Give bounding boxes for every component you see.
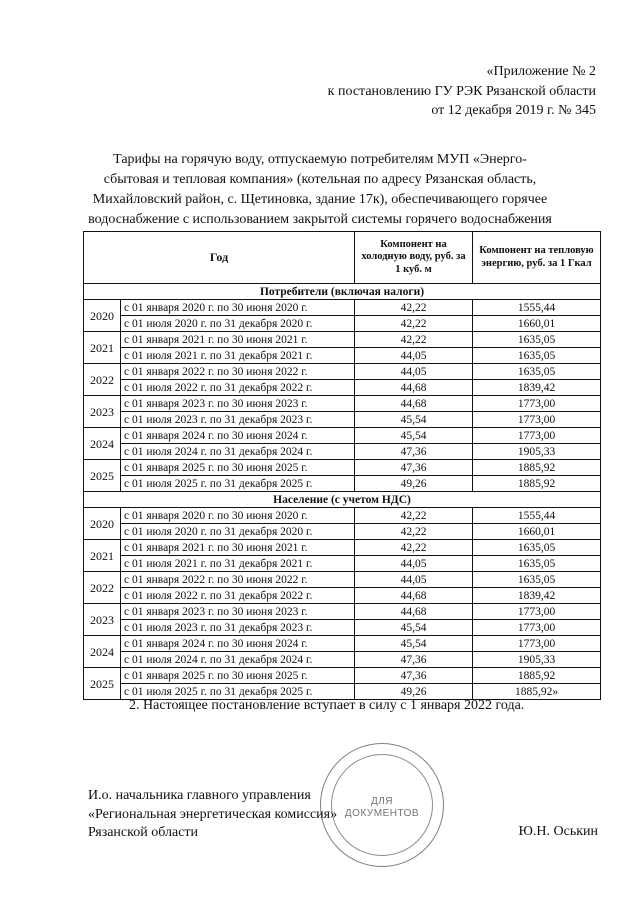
heat-energy-value: 1885,92: [473, 668, 601, 684]
heat-energy-value: 1905,33: [473, 652, 601, 668]
cold-water-value: 44,05: [355, 348, 473, 364]
stamp-text: ДЛЯ ДОКУМЕНТОВ: [344, 796, 420, 819]
cold-water-value: 42,22: [355, 540, 473, 556]
cold-water-value: 44,68: [355, 396, 473, 412]
period-cell: с 01 июля 2023 г. по 31 декабря 2023 г.: [121, 620, 355, 636]
period-cell: с 01 июля 2020 г. по 31 декабря 2020 г.: [121, 316, 355, 332]
section-header-row: [84, 284, 601, 300]
title-line: Михайловский район, с. Щетиновка, здание 17к), обеспечивающего горячее: [92, 192, 548, 207]
appendix-number: «Приложение № 2: [486, 64, 596, 79]
table-header-row: [84, 232, 601, 284]
appendix-date: от 12 декабря 2019 г. № 345: [431, 103, 596, 118]
cold-water-value: 44,05: [355, 572, 473, 588]
table-row: [84, 428, 601, 444]
cold-water-value: 47,36: [355, 444, 473, 460]
heat-energy-value: 1660,01: [473, 524, 601, 540]
heat-energy-value: 1635,05: [473, 540, 601, 556]
heat-energy-value: 1635,05: [473, 364, 601, 380]
section-label: Население (с учетом НДС): [84, 492, 601, 508]
table-row: [84, 364, 601, 380]
year-cell: 2024: [84, 428, 121, 460]
period-cell: с 01 января 2024 г. по 30 июня 2024 г.: [121, 636, 355, 652]
period-cell: с 01 января 2025 г. по 30 июня 2025 г.: [121, 460, 355, 476]
table-row: [84, 348, 601, 364]
heat-energy-value: 1635,05: [473, 348, 601, 364]
year-cell: 2021: [84, 540, 121, 572]
period-cell: с 01 января 2021 г. по 30 июня 2021 г.: [121, 540, 355, 556]
heat-energy-value: 1555,44: [473, 300, 601, 316]
cold-water-value: 49,26: [355, 476, 473, 492]
period-cell: с 01 июля 2021 г. по 31 декабря 2021 г.: [121, 556, 355, 572]
period-cell: с 01 января 2020 г. по 30 июня 2020 г.: [121, 300, 355, 316]
table-row: [84, 620, 601, 636]
year-column-header: Год: [84, 232, 355, 284]
period-cell: с 01 января 2023 г. по 30 июня 2023 г.: [121, 396, 355, 412]
period-cell: с 01 июля 2020 г. по 31 декабря 2020 г.: [121, 524, 355, 540]
cold-water-value: 44,68: [355, 380, 473, 396]
heat-energy-value: 1773,00: [473, 604, 601, 620]
table-row: [84, 524, 601, 540]
heat-energy-value: 1773,00: [473, 396, 601, 412]
year-cell: 2022: [84, 364, 121, 396]
table-row: [84, 556, 601, 572]
table-row: [84, 316, 601, 332]
period-cell: с 01 января 2024 г. по 30 июня 2024 г.: [121, 428, 355, 444]
year-cell: 2021: [84, 332, 121, 364]
table-row: [84, 588, 601, 604]
period-cell: с 01 июля 2021 г. по 31 декабря 2021 г.: [121, 348, 355, 364]
heat-energy-value: 1885,92: [473, 476, 601, 492]
title-line: Тарифы на горячую воду, отпускаемую потребителям МУП «Энерго-: [113, 152, 527, 167]
cold-water-value: 44,68: [355, 604, 473, 620]
heat-energy-value: 1555,44: [473, 508, 601, 524]
heat-energy-value: 1773,00: [473, 412, 601, 428]
signatory-region: Рязанской области: [88, 825, 199, 840]
year-cell: 2023: [84, 604, 121, 636]
table-row: [84, 540, 601, 556]
cold-water-value: 45,54: [355, 620, 473, 636]
table-row: [84, 332, 601, 348]
heat-energy-value: 1660,01: [473, 316, 601, 332]
heat-energy-value: 1905,33: [473, 444, 601, 460]
cold-water-value: 49,26: [355, 684, 473, 700]
document-title: [40, 150, 600, 230]
cold-water-value: 42,22: [355, 508, 473, 524]
cold-water-value: 47,36: [355, 460, 473, 476]
cold-water-column-header: Компонент на холодную воду, руб. за 1 куб. м: [355, 232, 473, 284]
period-cell: с 01 января 2021 г. по 30 июня 2021 г.: [121, 332, 355, 348]
table-row: [84, 636, 601, 652]
period-cell: с 01 января 2025 г. по 30 июня 2025 г.: [121, 668, 355, 684]
table-row: [84, 460, 601, 476]
cold-water-value: 45,54: [355, 428, 473, 444]
title-line: водоснабжение с использованием закрытой системы горячего водоснабжения: [88, 212, 552, 227]
period-cell: с 01 января 2023 г. по 30 июня 2023 г.: [121, 604, 355, 620]
period-cell: с 01 июля 2025 г. по 31 декабря 2025 г.: [121, 684, 355, 700]
period-cell: с 01 июля 2022 г. по 31 декабря 2022 г.: [121, 380, 355, 396]
cold-water-value: 42,22: [355, 300, 473, 316]
table-row: [84, 380, 601, 396]
section-header-row: [84, 492, 601, 508]
cold-water-value: 47,36: [355, 652, 473, 668]
period-cell: с 01 января 2022 г. по 30 июня 2022 г.: [121, 572, 355, 588]
table-row: [84, 652, 601, 668]
year-cell: 2025: [84, 668, 121, 700]
heat-energy-value: 1635,05: [473, 572, 601, 588]
year-cell: 2022: [84, 572, 121, 604]
table-row: [84, 396, 601, 412]
table-row: [84, 668, 601, 684]
heat-energy-value: 1885,92»: [473, 684, 601, 700]
heat-energy-value: 1635,05: [473, 332, 601, 348]
cold-water-value: 44,68: [355, 588, 473, 604]
heat-energy-value: 1635,05: [473, 556, 601, 572]
period-cell: с 01 июля 2023 г. по 31 декабря 2023 г.: [121, 412, 355, 428]
signatory-position: И.о. начальника главного управления: [88, 788, 311, 803]
heat-energy-column-header: Компонент на тепловую энергию, руб. за 1 Гкал: [473, 232, 601, 284]
appendix-header: [236, 62, 596, 121]
cold-water-value: 45,54: [355, 636, 473, 652]
section-label: Потребители (включая налоги): [84, 284, 601, 300]
appendix-resolution: к постановлению ГУ РЭК Рязанской области: [327, 83, 596, 99]
cold-water-value: 44,05: [355, 556, 473, 572]
heat-energy-value: 1773,00: [473, 636, 601, 652]
cold-water-value: 42,22: [355, 524, 473, 540]
year-cell: 2020: [84, 300, 121, 332]
table-row: [84, 300, 601, 316]
year-cell: 2023: [84, 396, 121, 428]
period-cell: с 01 июля 2024 г. по 31 декабря 2024 г.: [121, 652, 355, 668]
heat-energy-value: 1773,00: [473, 620, 601, 636]
year-cell: 2020: [84, 508, 121, 540]
cold-water-value: 42,22: [355, 316, 473, 332]
tariff-table-body: [84, 284, 601, 700]
heat-energy-value: 1839,42: [473, 588, 601, 604]
title-line: сбытовая и тепловая компания» (котельная по адресу Рязанская область,: [103, 172, 537, 187]
table-row: [84, 444, 601, 460]
table-row: [84, 412, 601, 428]
cold-water-value: 44,05: [355, 364, 473, 380]
year-cell: 2024: [84, 636, 121, 668]
cold-water-value: 47,36: [355, 668, 473, 684]
cold-water-value: 42,22: [355, 332, 473, 348]
signatory-name: Ю.Н. Оськин: [518, 824, 598, 839]
year-cell: 2025: [84, 460, 121, 492]
heat-energy-value: 1885,92: [473, 460, 601, 476]
table-row: [84, 476, 601, 492]
heat-energy-value: 1773,00: [473, 428, 601, 444]
effective-date-note: 2. Настоящее постановление вступает в силу с 1 января 2022 года.: [129, 698, 525, 713]
signatory-organization: «Региональная энергетическая комиссия»: [88, 806, 338, 822]
tariff-table: [83, 231, 601, 700]
period-cell: с 01 января 2020 г. по 30 июня 2020 г.: [121, 508, 355, 524]
table-row: [84, 604, 601, 620]
period-cell: с 01 июля 2022 г. по 31 декабря 2022 г.: [121, 588, 355, 604]
period-cell: с 01 января 2022 г. по 30 июня 2022 г.: [121, 364, 355, 380]
table-row: [84, 572, 601, 588]
period-cell: с 01 июля 2024 г. по 31 декабря 2024 г.: [121, 444, 355, 460]
cold-water-value: 45,54: [355, 412, 473, 428]
period-cell: с 01 июля 2025 г. по 31 декабря 2025 г.: [121, 476, 355, 492]
table-row: [84, 508, 601, 524]
heat-energy-value: 1839,42: [473, 380, 601, 396]
